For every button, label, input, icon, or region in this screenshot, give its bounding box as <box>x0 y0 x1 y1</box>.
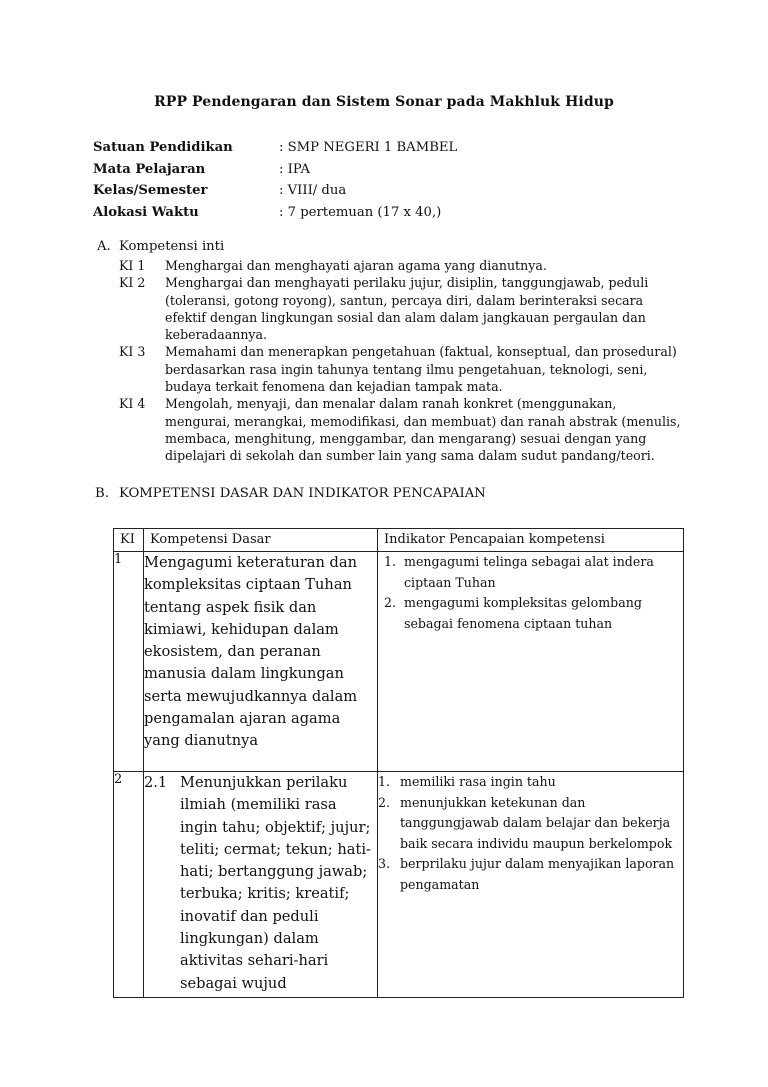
meta-value: : SMP NEGERI 1 BAMBEL <box>279 140 458 155</box>
ki-code: KI 3 <box>119 344 146 360</box>
list-item <box>378 552 683 593</box>
meta-row <box>93 159 457 181</box>
list-text: mengagumi kompleksitas gelombang sebagai fenomena ciptaan tuhan <box>404 595 642 631</box>
list-item <box>378 593 683 634</box>
ki-code: KI 2 <box>119 275 146 291</box>
indikator-cell <box>378 772 684 998</box>
ki-text: Menghargai dan menghayati ajaran agama yang dianutnya. <box>165 258 547 273</box>
meta-row <box>93 202 457 224</box>
ki-code: KI 4 <box>119 396 146 412</box>
ki-text: Menghargai dan menghayati perilaku jujur, disiplin, tanggungjawab, peduli (toleransi, gotong royong), santun, percaya diri, dalam berinteraksi secara efektif dengan lingkungan sosial dan alam dalam jangkauan pergaulan dan keberadaannya. <box>165 275 649 343</box>
meta-value: : VIII/ dua <box>279 183 347 198</box>
column-header: Kompetensi Dasar <box>144 529 378 552</box>
indikator-cell <box>378 552 684 772</box>
list-text: berprilaku jujur dalam menyajikan laporan pengamatan <box>400 856 675 892</box>
ki-number-cell: 1 <box>114 552 144 772</box>
list-item <box>378 793 683 855</box>
section-heading <box>97 237 685 257</box>
table-row <box>114 772 684 998</box>
ki-item <box>119 274 685 343</box>
kompetensi-dasar-cell <box>144 772 378 998</box>
document-title: RPP Pendengaran dan Sistem Sonar pada Makhluk Hidup <box>154 94 614 110</box>
list-number: 2. <box>378 794 391 810</box>
kompetensi-dasar-cell <box>144 552 378 772</box>
meta-key: Alokasi Waktu <box>93 204 199 220</box>
list-number: 3. <box>378 856 391 871</box>
column-header: Indikator Pencapaian kompetensi <box>378 529 684 552</box>
table-header-row <box>114 529 684 552</box>
list-text: memiliki rasa ingin tahu <box>400 774 556 789</box>
meta-key: Kelas/Semester <box>93 183 208 198</box>
section-kompetensi-inti <box>97 237 685 465</box>
ki-code: KI 1 <box>119 258 146 273</box>
list-number: 1. <box>378 774 391 789</box>
table-row <box>114 552 684 772</box>
section-kompetensi-dasar-heading <box>95 486 486 501</box>
document-meta <box>93 137 457 223</box>
list-item <box>378 772 683 793</box>
section-letter: B. <box>95 486 109 501</box>
ki-number-cell: 2 <box>114 772 144 998</box>
kompetensi-dasar-text: Menunjukkan perilaku ilmiah (memiliki rasa ingin tahu; objektif; jujur; teliti; cermat; tekun; hati-hati; bertanggung jawab; terbuka; kritis; kreatif; inovatif dan peduli lingkungan) dalam aktivitas sehari-hari sebagai wujud <box>180 774 371 992</box>
indikator-list <box>378 552 683 634</box>
list-number: 2. <box>383 595 396 610</box>
kd-numbered-item <box>144 772 377 995</box>
kompetensi-table <box>113 528 684 998</box>
section-title: Kompetensi inti <box>119 239 225 254</box>
kompetensi-dasar-text: Mengagumi keteraturan dan kompleksitas ciptaan Tuhan tentang aspek fisik dan kimiawi, kehidupan dalam ekosistem, dan peranan manusia dalam lingkungan serta mewujudkannya dalam pengamalan ajaran agama yang dianutnya <box>144 554 358 750</box>
kd-number: 2.1 <box>144 774 168 791</box>
list-text: mengagumi telinga sebagai alat indera ciptaan Tuhan <box>404 554 654 590</box>
list-number: 1. <box>383 554 396 569</box>
meta-row <box>93 137 457 159</box>
list-item <box>378 854 683 895</box>
section-title: KOMPETENSI DASAR DAN INDIKATOR PENCAPAIAN <box>119 486 486 501</box>
meta-key: Satuan Pendidikan <box>93 140 233 155</box>
meta-value: : 7 pertemuan (17 x 40,) <box>279 204 442 220</box>
ki-item <box>119 257 685 274</box>
meta-key: Mata Pelajaran <box>93 161 206 177</box>
indikator-list <box>378 772 683 895</box>
column-header: KI <box>114 529 144 552</box>
ki-item <box>119 395 685 464</box>
ki-text: Mengolah, menyaji, dan menalar dalam ranah konkret (menggunakan, mengurai, merangkai, memodifikasi, dan membuat) dan ranah abstrak (menulis, membaca, menghitung, menggambar, dan mengarang) sesuai dengan yang dipelajari di sekolah dan sumber lain yang sama dalam sudut pandang/teori. <box>165 396 681 464</box>
ki-item <box>119 343 685 395</box>
meta-value: : IPA <box>279 161 311 177</box>
list-text: menunjukkan ketekunan dan tanggungjawab dalam belajar dan bekerja baik secara individu maupun berkelompok <box>400 794 673 851</box>
section-letter: A. <box>97 239 111 254</box>
ki-text: Memahami dan menerapkan pengetahuan (faktual, konseptual, dan prosedural) berdasarkan rasa ingin tahunya tentang ilmu pengetahuan, teknologi, seni, budaya terkait fenomena dan kejadian tampak mata. <box>165 344 677 395</box>
meta-row <box>93 180 457 202</box>
